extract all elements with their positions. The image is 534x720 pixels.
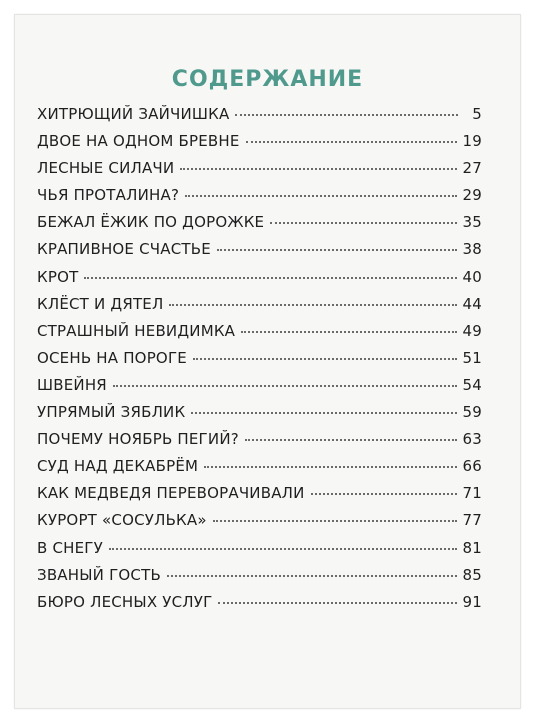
dot-leader xyxy=(191,412,456,414)
toc-entry-title: КРОТ xyxy=(37,267,79,286)
dot-leader xyxy=(235,114,458,116)
dot-leader xyxy=(241,331,456,333)
toc-entry xyxy=(37,159,482,186)
toc-entry xyxy=(37,186,482,213)
dot-leader xyxy=(204,466,456,468)
dot-leader xyxy=(218,602,456,604)
toc-entry-title: КЛЁСТ И ДЯТЕЛ xyxy=(37,294,164,313)
toc-entry-page-number: 49 xyxy=(462,321,482,340)
toc-entry-page-number: 54 xyxy=(462,375,482,394)
toc-entry-page-number: 81 xyxy=(462,538,482,557)
toc-entry xyxy=(37,430,482,457)
toc-entry xyxy=(37,105,482,132)
contents-heading: СОДЕРЖАНИЕ xyxy=(171,67,364,92)
dot-leader xyxy=(185,195,456,197)
toc-entry-page-number: 91 xyxy=(462,592,482,611)
toc-entry-page-number: 19 xyxy=(462,132,482,151)
toc-entry xyxy=(37,213,482,240)
toc-entry xyxy=(37,349,482,376)
toc-entry-page-number: 35 xyxy=(462,213,482,232)
toc-entry xyxy=(37,484,482,511)
book-page xyxy=(14,14,521,709)
toc-entry-page-number: 63 xyxy=(462,430,482,449)
toc-entry-title: КУРОРТ «СОСУЛЬКА» xyxy=(37,511,207,530)
toc-entry-title: В СНЕГУ xyxy=(37,538,103,557)
toc-entry-title: СТРАШНЫЙ НЕВИДИМКА xyxy=(37,321,236,340)
toc-entry-page-number: 51 xyxy=(462,348,482,367)
toc-entry-page-number: 85 xyxy=(462,565,482,584)
toc-entry-page-number: 27 xyxy=(462,159,482,178)
dot-leader xyxy=(245,439,457,441)
toc-entry xyxy=(37,268,482,295)
toc-entry-title: УПРЯМЫЙ ЗЯБЛИК xyxy=(37,403,186,422)
toc-entry xyxy=(37,403,482,430)
toc-entry-title: ЛЕСНЫЕ СИЛАЧИ xyxy=(37,159,175,178)
dot-leader xyxy=(180,168,456,170)
dot-leader xyxy=(217,249,457,251)
toc-entry xyxy=(37,322,482,349)
toc-entry-title: ЗВАНЫЙ ГОСТЬ xyxy=(37,565,161,584)
toc-entry-title: БЮРО ЛЕСНЫХ УСЛУГ xyxy=(37,592,213,611)
toc-entry-title: ЧЬЯ ПРОТАЛИНА? xyxy=(37,186,180,205)
toc-entry-title: СУД НАД ДЕКАБРЁМ xyxy=(37,457,199,476)
dot-leader xyxy=(84,277,456,279)
toc-entry-page-number: 29 xyxy=(462,186,482,205)
toc-entry-title: КАК МЕДВЕДЯ ПЕРЕВОРАЧИВАЛИ xyxy=(37,484,305,503)
toc-entry-title: ХИТРЮЩИЙ ЗАЙЧИШКА xyxy=(37,105,230,123)
toc-entry xyxy=(37,539,482,566)
toc-entry xyxy=(37,593,482,620)
toc-entry-page-number: 59 xyxy=(462,403,482,422)
table-of-contents xyxy=(37,105,482,620)
dot-leader xyxy=(193,358,457,360)
toc-entry xyxy=(37,132,482,159)
toc-entry-page-number: 44 xyxy=(462,294,482,313)
toc-entry xyxy=(37,295,482,322)
toc-entry-title: КРАПИВНОЕ СЧАСТЬЕ xyxy=(37,240,211,259)
dot-leader xyxy=(113,385,457,387)
toc-entry-title: БЕЖАЛ ЁЖИК ПО ДОРОЖКЕ xyxy=(37,213,265,232)
dot-leader xyxy=(167,575,457,577)
toc-entry xyxy=(37,511,482,538)
toc-entry-page-number: 71 xyxy=(462,484,482,503)
toc-entry-title: ДВОЕ НА ОДНОМ БРЕВНЕ xyxy=(37,132,240,151)
toc-entry-page-number: 5 xyxy=(472,105,482,123)
toc-entry xyxy=(37,566,482,593)
dot-leader xyxy=(109,548,457,550)
toc-entry-page-number: 77 xyxy=(462,511,482,530)
toc-entry-title: ШВЕЙНЯ xyxy=(37,375,107,394)
toc-entry xyxy=(37,240,482,267)
toc-entry-title: ПОЧЕМУ НОЯБРЬ ПЕГИЙ? xyxy=(37,430,239,449)
dot-leader xyxy=(311,493,457,495)
toc-entry xyxy=(37,376,482,403)
dot-leader xyxy=(246,141,457,143)
toc-entry-page-number: 38 xyxy=(462,240,482,259)
toc-entry-title: ОСЕНЬ НА ПОРОГЕ xyxy=(37,348,187,367)
toc-entry xyxy=(37,457,482,484)
dot-leader xyxy=(213,520,457,522)
dot-leader xyxy=(270,222,456,224)
dot-leader xyxy=(169,304,456,306)
toc-entry-page-number: 40 xyxy=(462,267,482,286)
toc-entry-page-number: 66 xyxy=(462,457,482,476)
